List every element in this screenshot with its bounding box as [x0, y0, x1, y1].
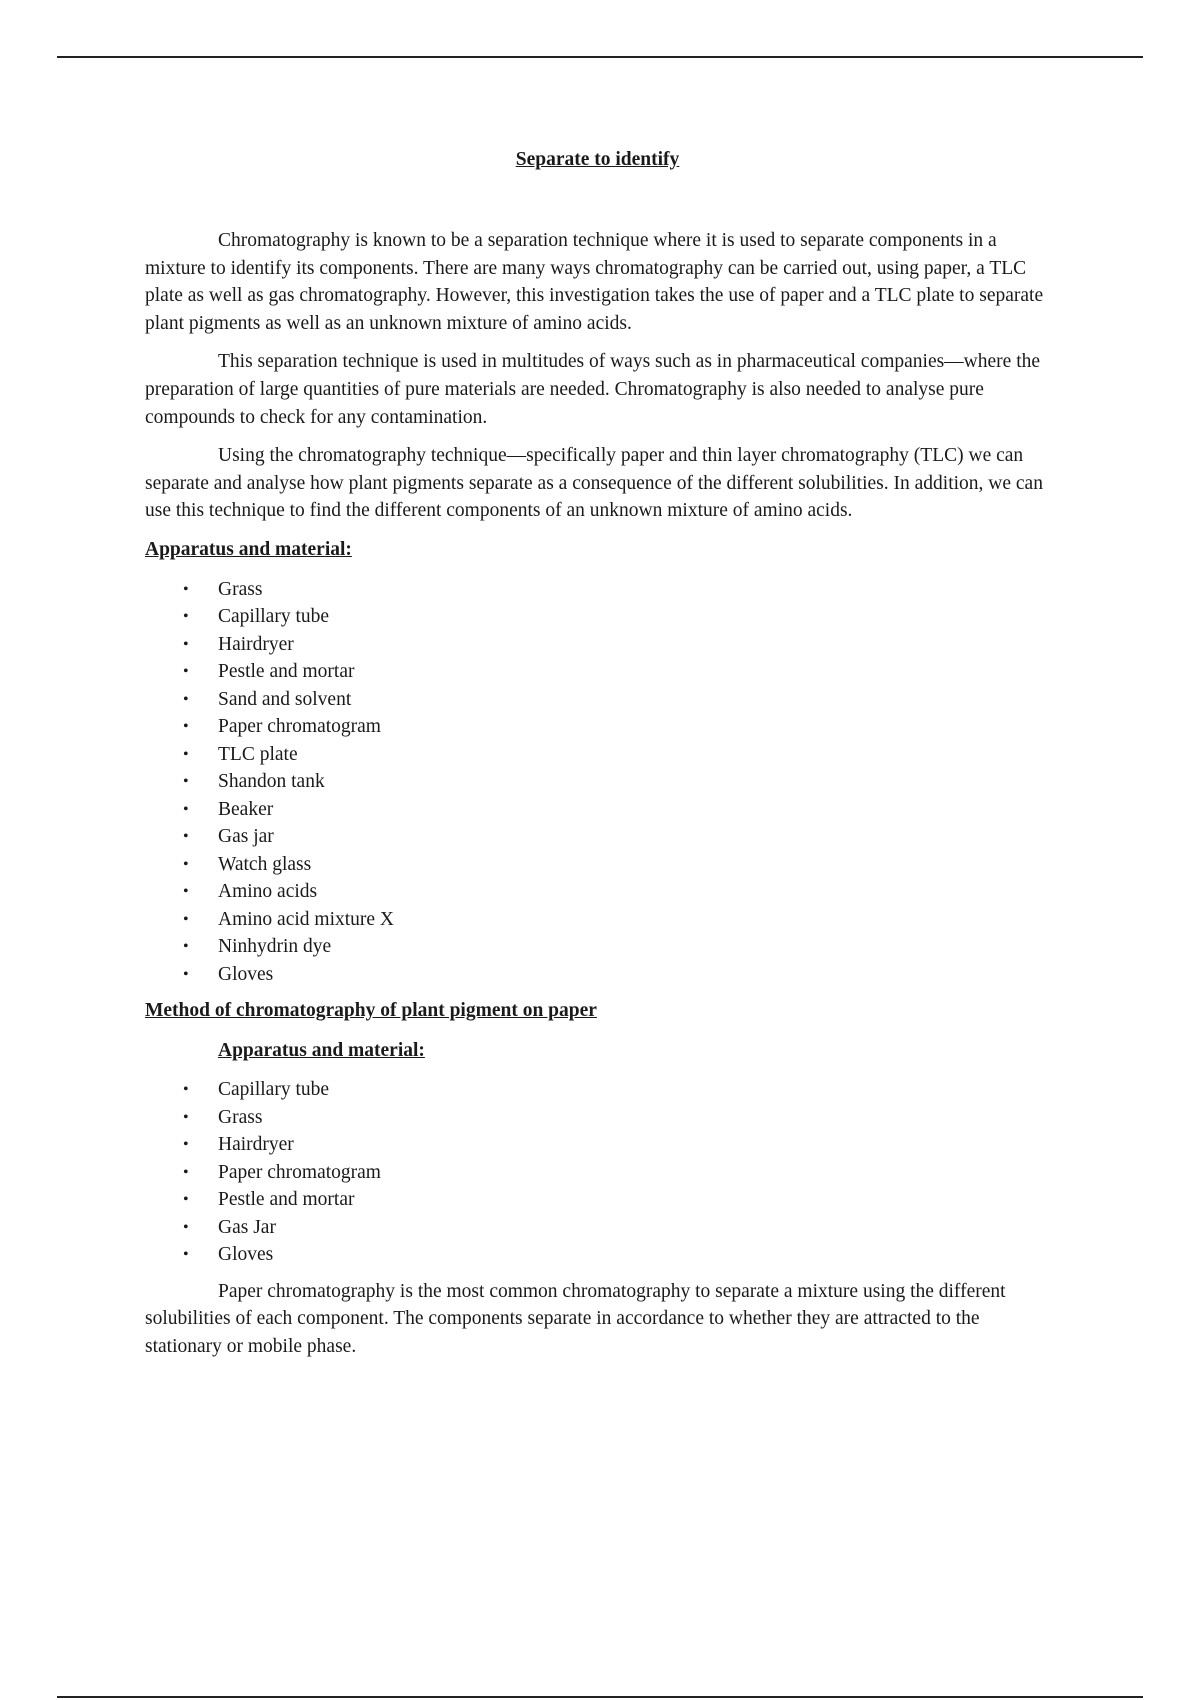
- list-item: [145, 1186, 1050, 1214]
- list-item-label: Gas Jar: [218, 1216, 276, 1238]
- bullet-icon: •: [183, 690, 189, 708]
- list-item: [145, 851, 1050, 879]
- list-item-label: Hairdryer: [218, 633, 294, 655]
- list-item-label: Shandon tank: [218, 771, 325, 793]
- method-apparatus-heading: Apparatus and material:: [218, 1039, 425, 1061]
- list-item: [145, 1214, 1050, 1242]
- list-item: [145, 933, 1050, 961]
- list-item-label: Gas jar: [218, 826, 274, 848]
- closing-paragraph: Paper chromatography is the most common chromatography to separate a mixture using the different solubilities of each component. The components separate in accordance to whether they are attracted to the stationary or mobile phase.: [145, 1280, 1006, 1357]
- list-item: [145, 741, 1050, 769]
- document-page: [145, 130, 1050, 1372]
- list-item-label: Sand and solvent: [218, 688, 352, 710]
- list-item-label: Paper chromatogram: [218, 716, 381, 738]
- list-item: [145, 1241, 1050, 1269]
- list-item-label: Paper chromatogram: [218, 1161, 381, 1183]
- list-item: [145, 1131, 1050, 1159]
- list-item-label: Watch glass: [218, 853, 312, 875]
- bullet-icon: •: [183, 745, 189, 763]
- bullet-icon: •: [183, 800, 189, 818]
- list-item-label: Beaker: [218, 798, 274, 820]
- intro-paragraph-2: This separation technique is used in multitudes of ways such as in pharmaceutical companies—where the preparation of large quantities of pure materials are needed. Chromatography is also needed to analyse pure compounds to check for any contamination.: [145, 351, 1041, 428]
- list-item-label: Gloves: [218, 963, 274, 985]
- list-item: [145, 1076, 1050, 1104]
- list-item: [145, 961, 1050, 989]
- bullet-icon: •: [183, 1163, 189, 1181]
- list-item: [145, 1104, 1050, 1132]
- list-item: [145, 576, 1050, 604]
- list-item-label: Amino acid mixture X: [218, 908, 395, 930]
- bullet-icon: •: [183, 663, 189, 681]
- bullet-icon: •: [183, 608, 189, 626]
- list-item-label: Grass: [218, 1106, 263, 1128]
- list-item-label: Pestle and mortar: [218, 1189, 355, 1211]
- list-item: [145, 906, 1050, 934]
- bullet-icon: •: [183, 938, 189, 956]
- apparatus-list: [145, 576, 1050, 989]
- bullet-icon: •: [183, 828, 189, 846]
- bullet-icon: •: [183, 1191, 189, 1209]
- list-item-label: Gloves: [218, 1244, 274, 1266]
- bullet-icon: •: [183, 855, 189, 873]
- intro-paragraph-1: Chromatography is known to be a separation technique where it is used to separate components in a mixture to identify its components. There are many ways chromatography can be carried out, using paper, a TLC plate as well as gas chromatography. However, this investigation takes the use of paper and a TLC plate to separate plant pigments as well as an unknown mixture of amino acids.: [145, 230, 1044, 334]
- bullet-icon: •: [183, 910, 189, 928]
- list-item: [145, 796, 1050, 824]
- intro-paragraph-3: Using the chromatography technique—specifically paper and thin layer chromatography (TLC) we can separate and analyse how plant pigments separate as a consequence of the different solubilities. In addition, we can use this technique to find the different components of an unknown mixture of amino acids.: [145, 445, 1043, 522]
- list-item: [145, 823, 1050, 851]
- top-rule: [57, 56, 1143, 58]
- bullet-icon: •: [183, 1246, 189, 1264]
- bullet-icon: •: [183, 883, 189, 901]
- method-heading: Method of chromatography of plant pigment on paper: [145, 1000, 597, 1022]
- apparatus-heading: Apparatus and material:: [145, 538, 352, 560]
- list-item: [145, 1159, 1050, 1187]
- list-item: [145, 603, 1050, 631]
- list-item-label: Hairdryer: [218, 1134, 294, 1156]
- list-item-label: Grass: [218, 578, 263, 600]
- list-item: [145, 878, 1050, 906]
- document-title: Separate to identify: [515, 149, 680, 170]
- bullet-icon: •: [183, 1136, 189, 1154]
- list-item-label: Capillary tube: [218, 1079, 330, 1101]
- bullet-icon: •: [183, 965, 189, 983]
- list-item: [145, 768, 1050, 796]
- bullet-icon: •: [183, 635, 189, 653]
- bullet-icon: •: [183, 718, 189, 736]
- list-item: [145, 658, 1050, 686]
- bullet-icon: •: [183, 1218, 189, 1236]
- list-item-label: Capillary tube: [218, 606, 330, 628]
- bullet-icon: •: [183, 1081, 189, 1099]
- list-item-label: TLC plate: [218, 743, 298, 765]
- bullet-icon: •: [183, 1108, 189, 1126]
- bottom-rule: [57, 1696, 1143, 1698]
- list-item: [145, 631, 1050, 659]
- list-item: [145, 713, 1050, 741]
- list-item: [145, 686, 1050, 714]
- method-apparatus-list: [145, 1076, 1050, 1269]
- bullet-icon: •: [183, 580, 189, 598]
- list-item-label: Ninhydrin dye: [218, 936, 332, 958]
- list-item-label: Pestle and mortar: [218, 661, 355, 683]
- bullet-icon: •: [183, 773, 189, 791]
- list-item-label: Amino acids: [218, 881, 318, 903]
